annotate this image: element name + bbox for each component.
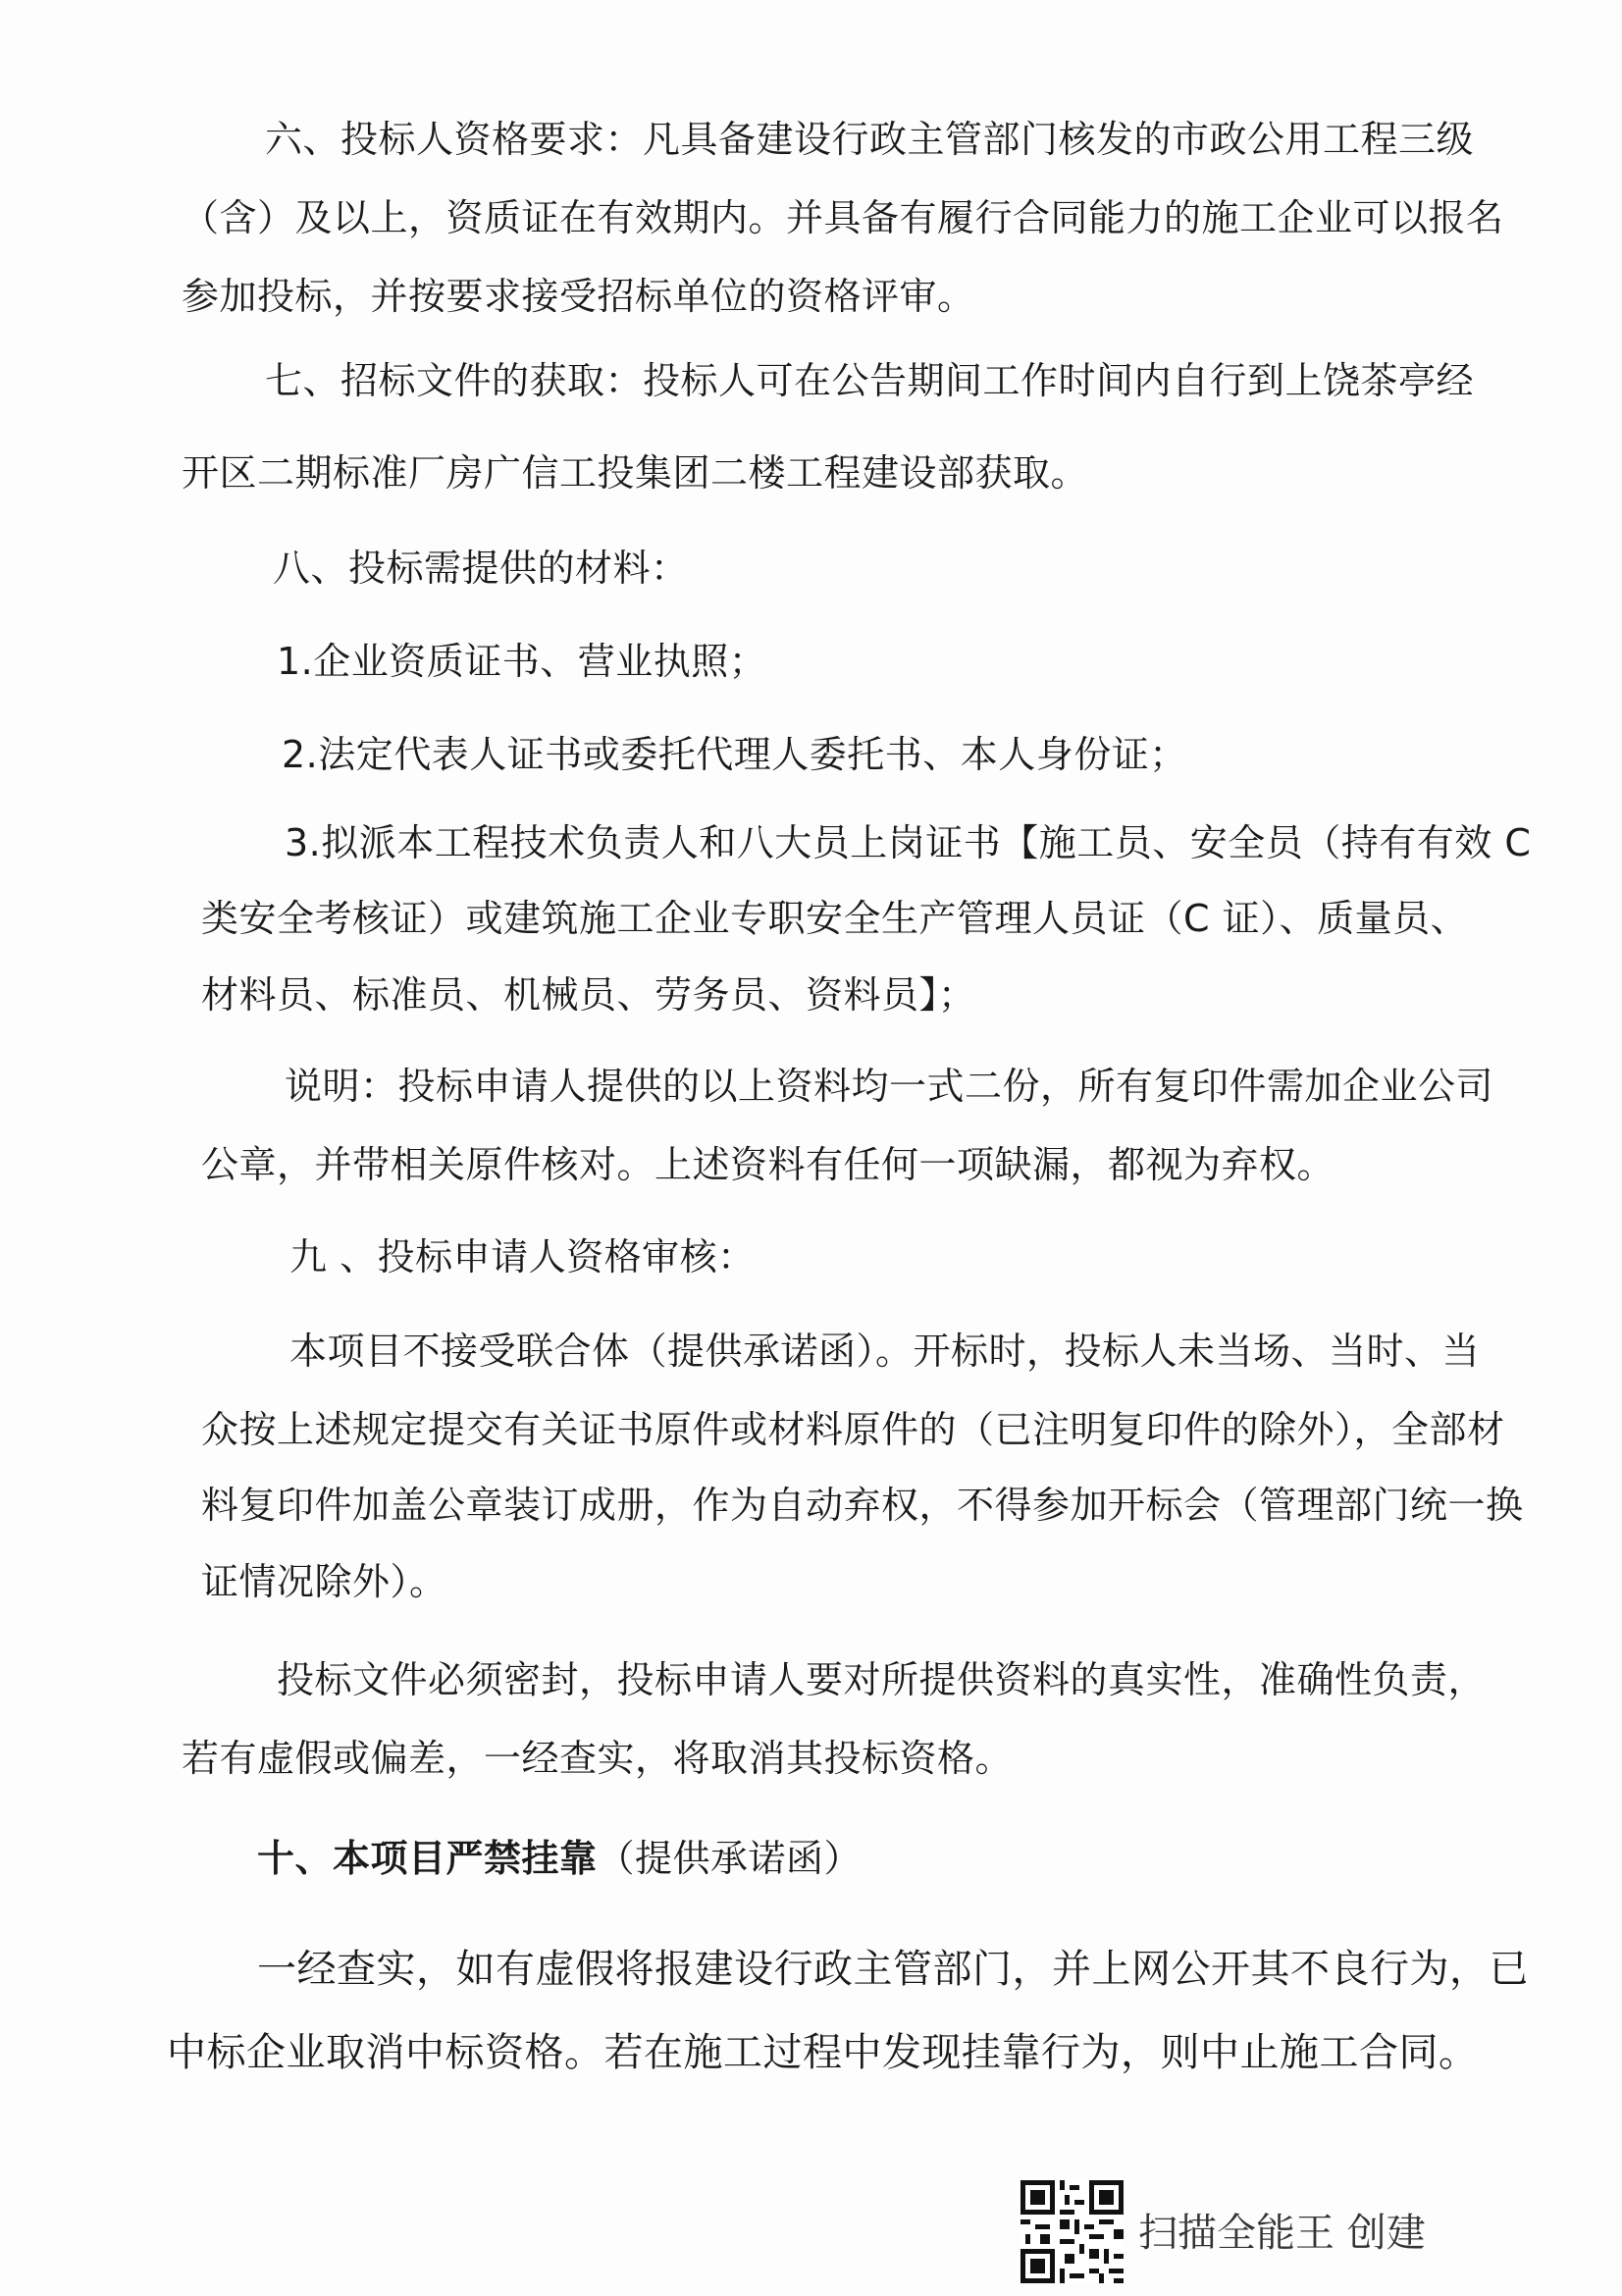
sec9-p2-line2: 若有虚假或偏差，一经查实，将取消其投标资格。 xyxy=(182,1737,1014,1780)
qr-code-icon xyxy=(1020,2180,1124,2283)
sec9-title: 九 、投标申请人资格审核： xyxy=(289,1235,756,1278)
sec10-p-line2: 中标企业取消中标资格。若在施工过程中发现挂靠行为，则中止施工合同。 xyxy=(167,2030,1479,2075)
sec9-p1-line4: 证情况除外）。 xyxy=(201,1560,447,1603)
sec10-title xyxy=(257,1835,862,1882)
item-2: 2.法定代表人证书或委托代理人委托书、本人身份证； xyxy=(282,733,1187,776)
item-3-line2: 类安全考核证）或建筑施工企业专职安全生产管理人员证（C 证）、质量员、 xyxy=(201,897,1469,940)
item-1: 1.企业资质证书、营业执照； xyxy=(277,640,767,683)
sec8-title: 八、投标需提供的材料： xyxy=(273,547,689,590)
sec6-line2: （含）及以上，资质证在有效期内。并具备有履行合同能力的施工企业可以报名 xyxy=(182,196,1504,239)
note-line2: 公章，并带相关原件核对。上述资料有任何一项缺漏，都视为弃权。 xyxy=(201,1143,1335,1186)
sec6-line3: 参加投标，并按要求接受招标单位的资格评审。 xyxy=(182,275,975,318)
sec9-p1-line1: 本项目不接受联合体（提供承诺函）。开标时，投标人未当场、当时、当 xyxy=(289,1330,1481,1373)
sec10-title-bold: 十、本项目严禁挂靠 xyxy=(257,1837,598,1880)
note-line1: 说明：投标申请人提供的以上资料均一式二份，所有复印件需加企业公司 xyxy=(285,1065,1494,1108)
watermark-text: 扫描全能王 创建 xyxy=(1138,2211,1426,2256)
sec9-p1-line2: 众按上述规定提交有关证书原件或材料原件的（已注明复印件的除外），全部材 xyxy=(201,1408,1505,1451)
sec10-title-normal: （提供承诺函） xyxy=(597,1837,863,1880)
sec9-p1-line3: 料复印件加盖公章装订成册，作为自动弃权，不得参加开标会（管理部门统一换 xyxy=(201,1484,1524,1527)
item-3-line3: 材料员、标准员、机械员、劳务员、资料员】； xyxy=(201,973,976,1017)
item-3-line1: 3.拟派本工程技术负责人和八大员上岗证书【施工员、安全员（持有有效 C xyxy=(285,821,1532,864)
sec7-line2: 开区二期标准厂房广信工投集团二楼工程建设部获取。 xyxy=(182,451,1089,495)
sec10-p-line1: 一经查实，如有虚假将报建设行政主管部门，并上网公开其不良行为，已 xyxy=(257,1947,1529,1992)
scanner-watermark xyxy=(1020,2180,1452,2296)
sec9-p2-line1: 投标文件必须密封，投标申请人要对所提供资料的真实性，准确性负责， xyxy=(277,1658,1487,1701)
sec7-line1: 七、招标文件的获取：投标人可在公告期间工作时间内自行到上饶茶亭经 xyxy=(265,359,1475,402)
sec6-line1: 六、投标人资格要求：凡具备建设行政主管部门核发的市政公用工程三级 xyxy=(265,118,1475,161)
